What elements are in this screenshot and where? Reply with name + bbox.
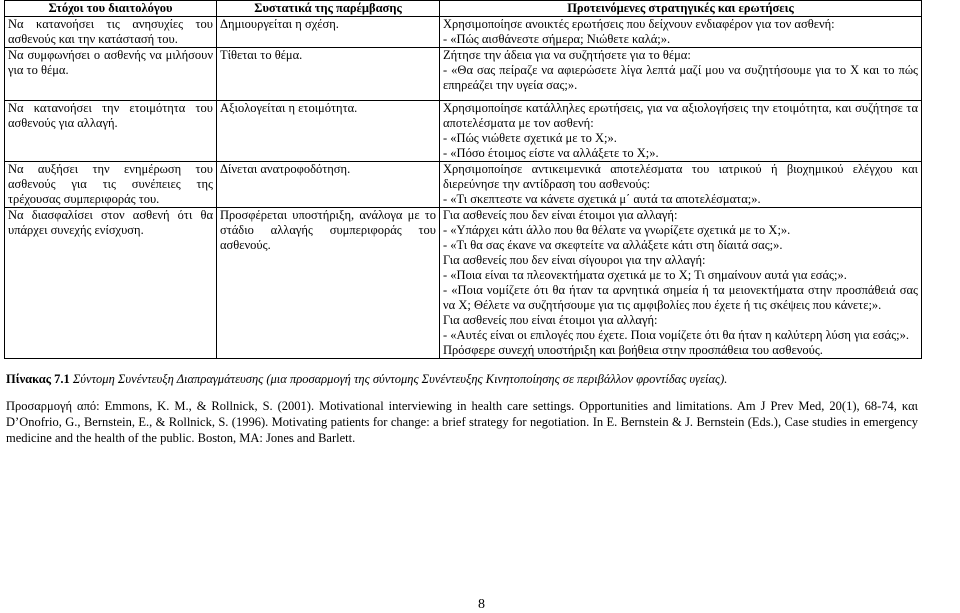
strategy-cell <box>440 162 922 208</box>
caption-label: Πίνακας 7.1 <box>6 372 70 386</box>
strategy-line: Πρόσφερε συνεχή υποστήριξη και βοήθεια στην προσπάθεια του ασθενούς. <box>443 343 823 357</box>
page-number: 8 <box>478 597 485 612</box>
strategy-line: Χρησιμοποίησε ανοικτές ερωτήσεις που δείχνουν ενδιαφέρον για τον ασθενή: <box>443 17 835 31</box>
strategy-line: Για ασθενείς που είναι έτοιμοι για αλλαγή: <box>443 313 658 327</box>
strategy-line: Χρησιμοποίησε κατάλληλες ερωτήσεις, για να αξιολογήσεις την ετοιμότητα, και συζήτησε τα αποτελέσματα με τον ασθενή: <box>443 101 918 130</box>
strategy-cell <box>440 208 922 359</box>
goal-cell: Να αυξήσει την ενημέρωση του ασθενούς για τις συνέπειες της τρέχουσας συμπεριφοράς του. <box>5 162 217 208</box>
strategy-line: - «Πώς αισθάνεστε σήμερα; Νιώθετε καλά;». <box>443 32 671 46</box>
strategy-line: - «Πόσο έτοιμος είστε να αλλάξετε το Χ;». <box>443 146 659 160</box>
source-citation: Προσαρμογή από: Emmons, K. M., & Rollnick, S. (2001). Motivational interviewing in health care settings. Opportunities and limitations. Am J Prev Med, 20(1), 68-74, και D’Onofrio, G., Bernstein, E., & Rollnick, S. (1996). Motivating patients for change: a brief strategy for negotiation. In E. Bernstein & J. Bernstein (Eds.), Case studies in emergency medicine and the health of the public. Boston, MA: Jones and Barlett. <box>6 399 918 445</box>
component-cell: Προσφέρεται υποστήριξη, ανάλογα με το στάδιο αλλαγής συμπεριφοράς του ασθενούς. <box>217 208 440 359</box>
strategy-line: - «Ποια νομίζετε ότι θα ήταν τα αρνητικά σημεία ή τα μειονεκτήματα στην προσπάθειά σας να Χ; Θέλετε να συζητήσουμε για τις αμφιβολίες που έχετε ή τις σκέψεις που κάνετε;». <box>443 283 918 312</box>
goal-cell: Να συμφωνήσει ο ασθενής να μιλήσουν για το θέμα. <box>5 48 217 101</box>
strategy-line: Ζήτησε την άδεια για να συζητήσετε για το θέμα: <box>443 48 691 62</box>
table-row <box>5 48 922 101</box>
strategy-line: - «Πώς νιώθετε σχετικά με το Χ;». <box>443 131 617 145</box>
caption-text: Σύντομη Συνέντευξη Διαπραγμάτευσης (μια προσαρμογή της σύντομης Συνέντευξης Κινητοποίησης σε περιβάλλον φροντίδας υγείας). <box>72 372 728 386</box>
strategy-line: Για ασθενείς που δεν είναι σίγουροι για την αλλαγή: <box>443 253 706 267</box>
strategy-cell <box>440 101 922 162</box>
strategy-line: Χρησιμοποίησε αντικειμενικά αποτελέσματα του ιατρικού ή βιοχημικού ελέγχου και διερεύνησε την αντίδραση του ασθενούς: <box>443 162 918 191</box>
table-header-row <box>5 1 922 17</box>
table-caption <box>6 372 727 387</box>
component-cell: Αξιολογείται η ετοιμότητα. <box>217 101 440 162</box>
strategy-line: - «Θα σας πείραζε να αφιερώσετε λίγα λεπτά μαζί μου να συζητήσουμε για το Χ και το πώς επηρεάζει την υγεία σας;». <box>443 63 918 92</box>
strategy-line: - «Τι σκεπτεστε να κάνετε σχετικά μ΄ αυτά τα αποτελέσματα;». <box>443 192 761 206</box>
header-goals: Στόχοι του διαιτολόγου <box>5 1 217 17</box>
header-strategies: Προτεινόμενες στρατηγικές και ερωτήσεις <box>440 1 922 17</box>
component-cell: Τίθεται το θέμα. <box>217 48 440 101</box>
strategy-cell <box>440 17 922 48</box>
strategy-line: Για ασθενείς που δεν είναι έτοιμοι για αλλαγή: <box>443 208 678 222</box>
table-row <box>5 101 922 162</box>
strategy-line: - «Ποια είναι τα πλεονεκτήματα σχετικά με το Χ; Τι σημαίνουν αυτά για εσάς;». <box>443 268 847 282</box>
strategy-cell <box>440 48 922 101</box>
header-components: Συστατικά της παρέμβασης <box>217 1 440 17</box>
goal-cell: Να κατανοήσει την ετοιμότητα του ασθενούς για αλλαγή. <box>5 101 217 162</box>
strategy-line: - «Υπάρχει κάτι άλλο που θα θέλατε να γνωρίζετε σχετικά με το Χ;». <box>443 223 791 237</box>
goal-cell: Να κατανοήσει τις ανησυχίες του ασθενούς και την κατάστασή του. <box>5 17 217 48</box>
strategy-line: - «Τι θα σας έκανε να σκεφτείτε να αλλάξετε κάτι στη δίαιτά σας;». <box>443 238 783 252</box>
goal-cell: Να διασφαλίσει στον ασθενή ότι θα υπάρχει συνεχής ενίσχυση. <box>5 208 217 359</box>
component-cell: Δίνεται ανατροφοδότηση. <box>217 162 440 208</box>
strategy-line: - «Αυτές είναι οι επιλογές που έχετε. Ποια νομίζετε ότι θα ήταν η καλύτερη λύση για εσάς;». <box>443 328 909 342</box>
strategy-table <box>4 0 922 359</box>
component-cell: Δημιουργείται η σχέση. <box>217 17 440 48</box>
table-row <box>5 162 922 208</box>
table-row <box>5 17 922 48</box>
table-row <box>5 208 922 359</box>
